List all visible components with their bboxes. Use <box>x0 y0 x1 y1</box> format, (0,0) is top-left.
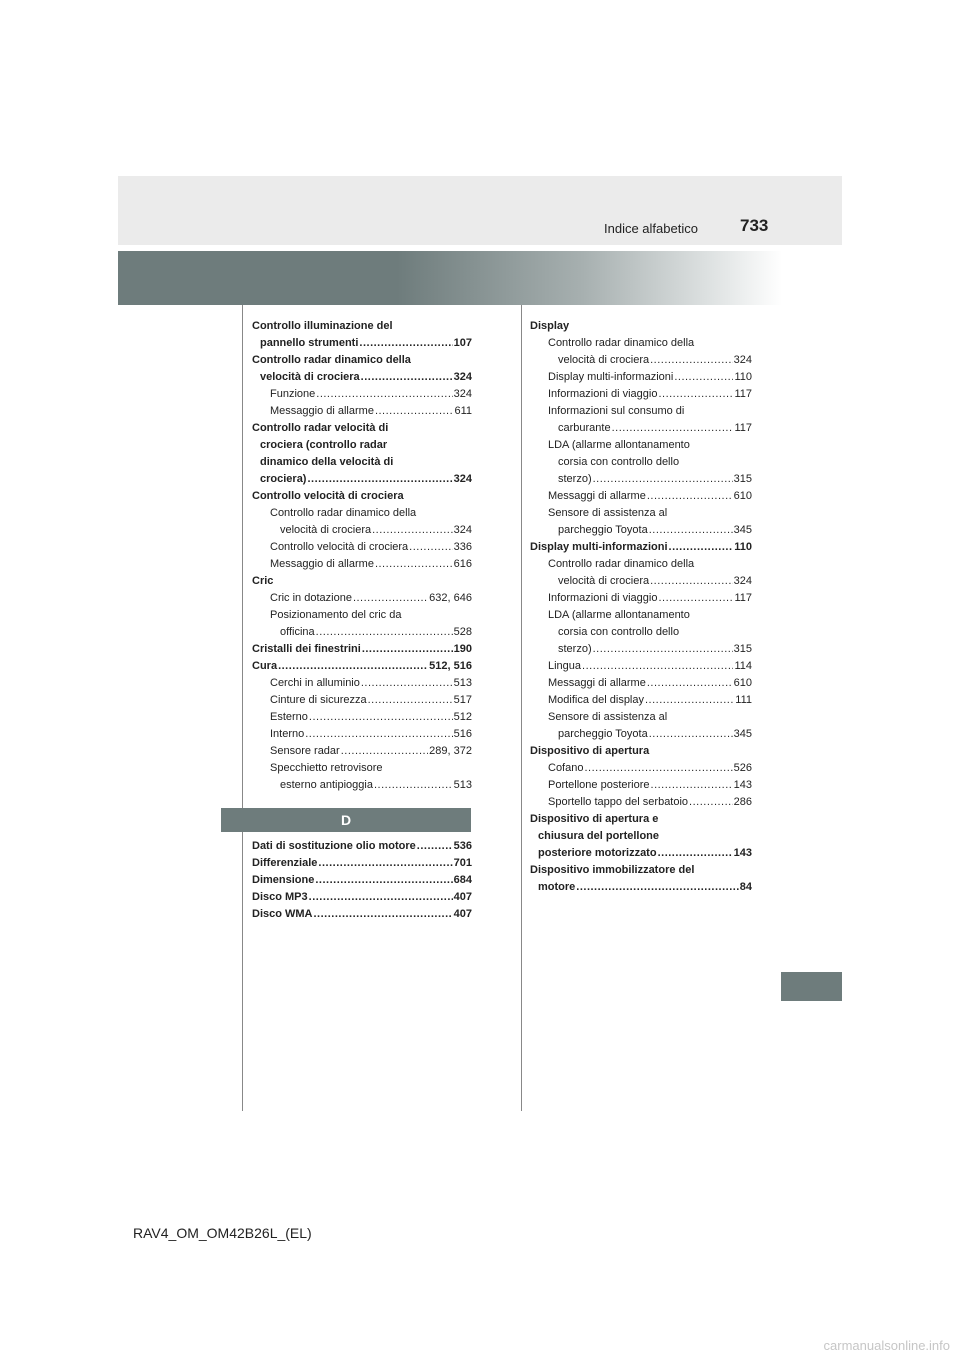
index-entry <box>252 539 472 556</box>
index-entry-page: 289, 372 <box>429 745 472 757</box>
leader-dots <box>658 845 733 862</box>
index-entry <box>530 794 752 811</box>
index-entry <box>252 437 472 454</box>
index-entry-page: 117 <box>734 592 752 604</box>
index-entry <box>252 692 472 709</box>
index-entry-term: Messaggio di allarme <box>270 558 374 570</box>
index-entry-page: 516 <box>453 728 472 740</box>
index-entry-term: parcheggio Toyota <box>558 524 648 536</box>
index-entry <box>252 760 472 777</box>
index-entry-term: Display multi-informazioni <box>530 541 668 553</box>
index-entry <box>530 386 752 403</box>
index-entry-term: officina <box>280 626 315 638</box>
index-entry-term: Informazioni di viaggio <box>548 388 658 400</box>
leader-dots <box>593 641 733 658</box>
index-entry <box>252 590 472 607</box>
index-entry-term: Cinture di sicurezza <box>270 694 367 706</box>
index-entry <box>530 828 752 845</box>
leader-dots <box>576 879 738 896</box>
index-entry-term: sterzo) <box>558 473 592 485</box>
leader-dots <box>417 838 453 855</box>
index-entry <box>530 692 752 709</box>
index-entry-page: 324 <box>453 371 472 383</box>
index-entry-term: Funzione <box>270 388 316 400</box>
index-entry-term: Dati di sostituzione olio motore <box>252 840 416 852</box>
index-entry <box>530 760 752 777</box>
index-entry <box>252 471 472 488</box>
index-entry-term: Controllo radar dinamico della <box>548 337 695 349</box>
index-entry-page: 143 <box>733 847 752 859</box>
leader-dots <box>674 369 733 386</box>
leader-dots <box>359 335 452 352</box>
index-entry <box>530 862 752 879</box>
index-entry-page: 324 <box>453 524 472 536</box>
index-entry-term: Interno <box>270 728 305 740</box>
index-entry-term: Cristalli dei finestrini <box>252 643 361 655</box>
left-column-rule <box>242 305 243 1111</box>
index-column-left <box>252 318 472 794</box>
index-entry-term: LDA (allarme allontanamento <box>548 439 690 451</box>
index-entry-page: 632, 646 <box>429 592 472 604</box>
index-entry-term: Dimensione <box>252 874 315 886</box>
index-entry-term: LDA (allarme allontanamento <box>548 609 690 621</box>
leader-dots <box>375 403 454 420</box>
leader-dots <box>658 590 733 607</box>
index-entry-page: 107 <box>453 337 472 349</box>
index-entry <box>252 420 472 437</box>
leader-dots <box>314 906 453 923</box>
index-entry <box>530 454 752 471</box>
index-entry-term: Posizionamento del cric da <box>270 609 402 621</box>
index-entry-term: Controllo velocità di crociera <box>252 490 404 502</box>
index-entry-page: 345 <box>733 728 752 740</box>
leader-dots <box>309 709 453 726</box>
index-entry-page: 336 <box>453 541 472 553</box>
index-entry-page: 190 <box>453 643 472 655</box>
index-entry-term: velocità di crociera <box>280 524 372 536</box>
leader-dots <box>315 872 452 889</box>
index-entry-term: pannello strumenti <box>260 337 359 349</box>
index-entry <box>252 318 472 335</box>
index-entry-term: Display <box>530 320 570 332</box>
index-entry-term: corsia con controllo dello <box>558 456 680 468</box>
index-entry-term: Dispositivo di apertura e <box>530 813 659 825</box>
index-entry-term: Disco MP3 <box>252 891 308 903</box>
index-entry <box>252 522 472 539</box>
index-entry-page: 513 <box>453 677 472 689</box>
index-entry <box>252 709 472 726</box>
decorative-gradient-band <box>118 251 782 305</box>
index-entry <box>530 777 752 794</box>
index-entry-term: Cric in dotazione <box>270 592 352 604</box>
index-entry-term: Sensore radar <box>270 745 340 757</box>
index-entry-term: Controllo illuminazione del <box>252 320 393 332</box>
index-column-d <box>252 838 472 923</box>
leader-dots <box>307 471 452 488</box>
index-column-right <box>530 318 752 896</box>
index-entry-term: Specchietto retrovisore <box>270 762 383 774</box>
index-entry-page: 512, 516 <box>429 660 472 672</box>
chapter-side-tab <box>781 972 842 1001</box>
leader-dots <box>316 624 453 641</box>
leader-dots <box>341 743 428 760</box>
index-entry-page: 513 <box>453 779 472 791</box>
index-entry-term: crociera) <box>260 473 307 485</box>
index-entry-page: 324 <box>453 473 472 485</box>
index-entry-term: dinamico della velocità di <box>260 456 394 468</box>
index-entry <box>252 573 472 590</box>
index-entry-page: 526 <box>733 762 752 774</box>
leader-dots <box>361 369 453 386</box>
index-entry <box>252 403 472 420</box>
index-entry-term: Sensore di assistenza al <box>548 711 668 723</box>
index-entry-term: Informazioni sul consumo di <box>548 405 685 417</box>
index-entry <box>530 420 752 437</box>
index-entry-page: 528 <box>453 626 472 638</box>
index-entry-term: Dispositivo di apertura <box>530 745 650 757</box>
index-entry <box>252 906 472 923</box>
leader-dots <box>651 777 733 794</box>
index-entry-term: crociera (controllo radar <box>260 439 388 451</box>
leader-dots <box>353 590 428 607</box>
index-entry-page: 117 <box>734 422 752 434</box>
index-entry-term: Messaggi di allarme <box>548 490 646 502</box>
index-entry-term: posteriore motorizzato <box>538 847 657 859</box>
leader-dots <box>647 488 733 505</box>
index-entry-page: 110 <box>734 371 752 383</box>
index-entry-page: 536 <box>453 840 472 852</box>
leader-dots <box>669 539 734 556</box>
leader-dots <box>362 641 453 658</box>
index-entry-page: 610 <box>733 490 752 502</box>
index-entry <box>252 624 472 641</box>
index-entry <box>530 505 752 522</box>
index-entry <box>530 743 752 760</box>
leader-dots <box>649 522 733 539</box>
index-entry-page: 616 <box>453 558 472 570</box>
index-entry <box>252 743 472 760</box>
index-entry <box>530 879 752 896</box>
leader-dots <box>368 692 453 709</box>
index-entry-page: 286 <box>733 796 752 808</box>
index-entry-page: 114 <box>734 660 752 672</box>
index-entry-term: Controllo radar dinamico della <box>270 507 417 519</box>
index-entry-term: chiusura del portellone <box>538 830 660 842</box>
index-entry-page: 517 <box>453 694 472 706</box>
middle-column-rule <box>521 305 522 1111</box>
index-entry <box>530 522 752 539</box>
index-entry-page: 143 <box>733 779 752 791</box>
leader-dots <box>316 386 452 403</box>
index-entry <box>530 573 752 590</box>
index-entry-page: 324 <box>453 388 472 400</box>
index-entry <box>530 403 752 420</box>
index-entry-term: esterno antipioggia <box>280 779 373 791</box>
index-entry <box>530 335 752 352</box>
index-entry-page: 84 <box>739 881 752 893</box>
index-entry-page: 315 <box>733 473 752 485</box>
section-letter-bar: D <box>221 808 471 832</box>
index-entry-term: Esterno <box>270 711 308 723</box>
index-entry <box>252 454 472 471</box>
index-entry-term: Controllo radar dinamico della <box>548 558 695 570</box>
index-entry <box>252 675 472 692</box>
index-entry-term: Controllo radar dinamico della <box>252 354 411 366</box>
leader-dots <box>647 675 733 692</box>
leader-dots <box>649 726 733 743</box>
index-entry-page: 117 <box>734 388 752 400</box>
index-entry-term: Portellone posteriore <box>548 779 650 791</box>
index-entry <box>530 709 752 726</box>
header-band <box>118 176 842 245</box>
page-number: 733 <box>740 216 769 235</box>
index-entry <box>530 369 752 386</box>
index-entry-term: Display multi-informazioni <box>548 371 674 383</box>
watermark: carmanualsonline.info <box>823 1338 950 1353</box>
index-entry-term: Dispositivo immobilizzatore del <box>530 864 695 876</box>
index-entry-term: Disco WMA <box>252 908 313 920</box>
index-entry <box>252 556 472 573</box>
index-entry <box>530 318 752 335</box>
index-entry-page: 324 <box>733 354 752 366</box>
index-entry-term: Differenziale <box>252 857 318 869</box>
index-entry <box>252 386 472 403</box>
index-entry-page: 684 <box>453 874 472 886</box>
index-entry <box>252 872 472 889</box>
index-entry-page: 315 <box>733 643 752 655</box>
index-entry-term: sterzo) <box>558 643 592 655</box>
index-entry-term: velocità di crociera <box>558 354 650 366</box>
index-entry-page: 111 <box>735 694 752 706</box>
index-entry <box>252 726 472 743</box>
leader-dots <box>593 471 733 488</box>
index-entry-term: motore <box>538 881 576 893</box>
index-entry <box>530 675 752 692</box>
index-entry <box>530 811 752 828</box>
leader-dots <box>318 855 452 872</box>
leader-dots <box>375 556 453 573</box>
leader-dots <box>372 522 453 539</box>
index-entry-page: 512 <box>453 711 472 723</box>
index-entry <box>530 590 752 607</box>
index-entry <box>252 658 472 675</box>
index-entry-term: velocità di crociera <box>558 575 650 587</box>
index-entry-term: Controllo velocità di crociera <box>270 541 409 553</box>
leader-dots <box>374 777 453 794</box>
leader-dots <box>650 573 733 590</box>
index-entry <box>530 607 752 624</box>
index-entry-term: velocità di crociera <box>260 371 360 383</box>
leader-dots <box>309 889 453 906</box>
index-entry-term: Sportello tappo del serbatoio <box>548 796 689 808</box>
index-entry <box>530 641 752 658</box>
index-entry-page: 701 <box>453 857 472 869</box>
index-entry-term: Cofano <box>548 762 584 774</box>
leader-dots <box>305 726 452 743</box>
index-entry-term: Cric <box>252 575 274 587</box>
index-entry-page: 110 <box>734 541 752 553</box>
index-entry <box>252 607 472 624</box>
index-entry <box>252 335 472 352</box>
index-entry-page: 324 <box>733 575 752 587</box>
index-entry <box>530 352 752 369</box>
leader-dots <box>582 658 733 675</box>
leader-dots <box>645 692 734 709</box>
index-entry-term: Cura <box>252 660 278 672</box>
index-entry <box>530 556 752 573</box>
index-entry <box>252 889 472 906</box>
document-code: RAV4_OM_OM42B26L_(EL) <box>133 1225 312 1241</box>
index-entry-term: Informazioni di viaggio <box>548 592 658 604</box>
index-entry <box>252 352 472 369</box>
index-entry <box>252 855 472 872</box>
index-entry <box>252 488 472 505</box>
index-entry-term: parcheggio Toyota <box>558 728 648 740</box>
index-entry-term: Messaggio di allarme <box>270 405 374 417</box>
index-entry-page: 407 <box>453 908 472 920</box>
index-entry-page: 345 <box>733 524 752 536</box>
index-entry-term: Lingua <box>548 660 582 672</box>
index-entry-term: Modifica del display <box>548 694 644 706</box>
index-entry <box>530 488 752 505</box>
index-entry-page: 611 <box>454 405 472 417</box>
index-entry <box>252 838 472 855</box>
index-entry-page: 407 <box>453 891 472 903</box>
index-entry <box>530 726 752 743</box>
index-entry-term: carburante <box>558 422 611 434</box>
leader-dots <box>658 386 733 403</box>
index-entry-page: 610 <box>733 677 752 689</box>
index-entry <box>530 471 752 488</box>
index-entry-term: Sensore di assistenza al <box>548 507 668 519</box>
leader-dots <box>278 658 428 675</box>
leader-dots <box>361 675 453 692</box>
leader-dots <box>584 760 732 777</box>
leader-dots <box>612 420 734 437</box>
index-entry-term: Cerchi in alluminio <box>270 677 360 689</box>
index-entry <box>530 658 752 675</box>
index-entry <box>252 641 472 658</box>
leader-dots <box>689 794 733 811</box>
leader-dots <box>409 539 452 556</box>
index-entry-term: corsia con controllo dello <box>558 626 680 638</box>
index-entry <box>252 777 472 794</box>
index-entry <box>530 539 752 556</box>
index-entry-term: Controllo radar velocità di <box>252 422 389 434</box>
index-entry <box>252 369 472 386</box>
index-entry-term: Messaggi di allarme <box>548 677 646 689</box>
index-entry <box>530 624 752 641</box>
leader-dots <box>650 352 733 369</box>
page-title: Indice alfabetico <box>604 221 698 236</box>
index-entry <box>252 505 472 522</box>
index-entry <box>530 437 752 454</box>
index-entry <box>530 845 752 862</box>
